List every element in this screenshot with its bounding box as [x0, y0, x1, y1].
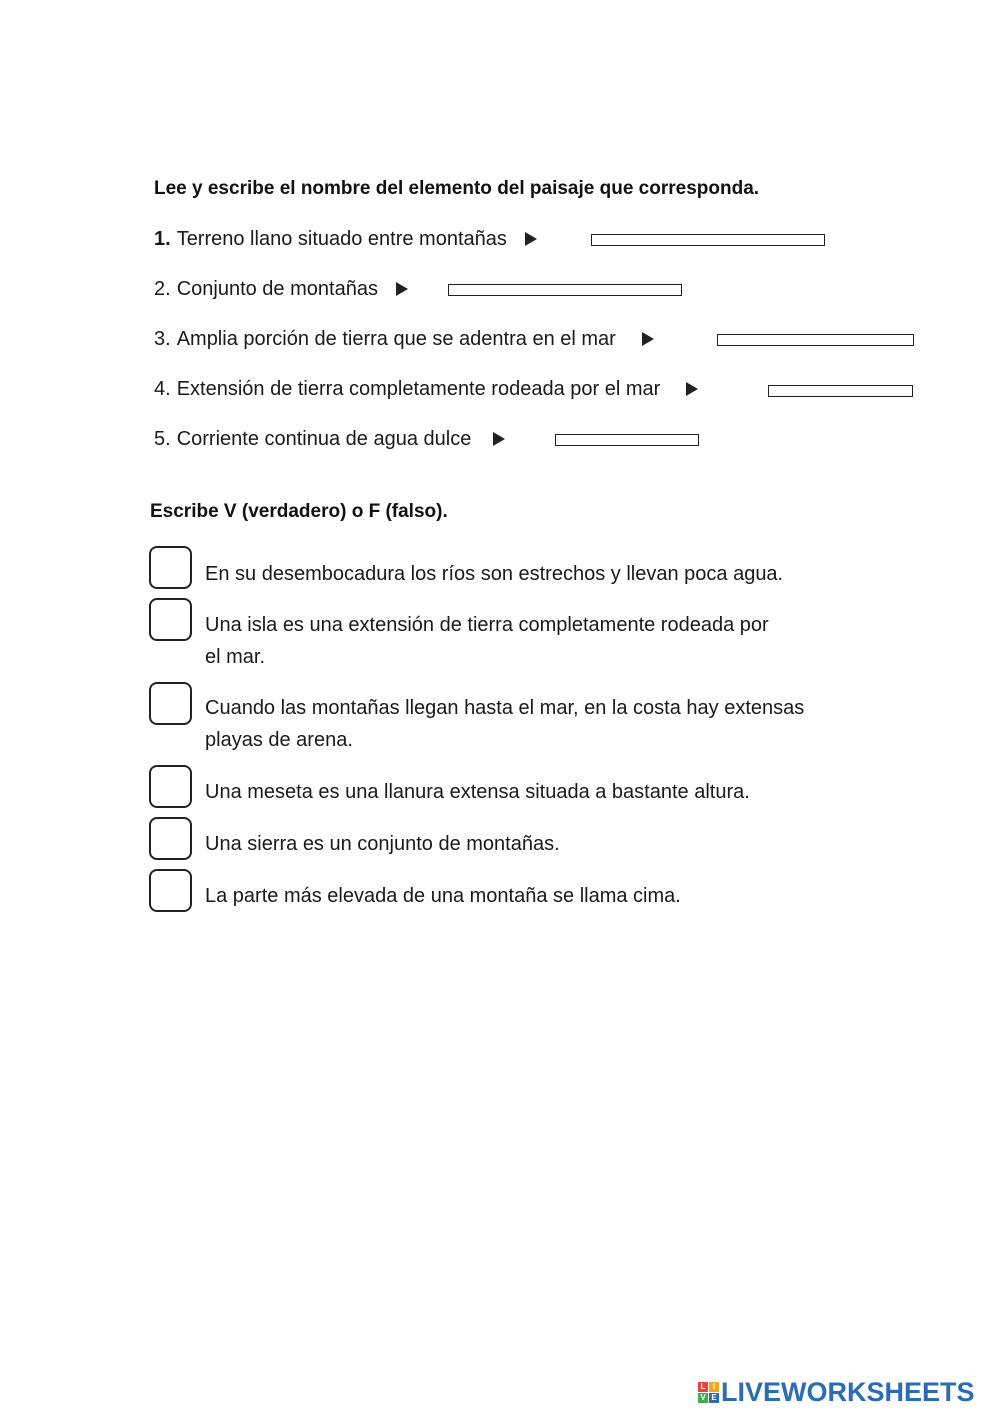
statement-line: el mar. [205, 646, 266, 668]
question-text: Extensión de tierra completamente rodeada por el mar [176, 377, 661, 400]
statement-line: Una meseta es una llanura extensa situada a bastante altura. [205, 781, 750, 803]
play-arrow-icon [525, 232, 537, 246]
true-false-checkbox-1[interactable] [149, 546, 192, 589]
answer-input-2[interactable] [448, 284, 682, 296]
statement-line: La parte más elevada de una montaña se llama cima. [205, 885, 681, 907]
statement-4 [205, 776, 885, 808]
statement-line: playas de arena. [205, 729, 353, 751]
question-text: Amplia porción de tierra que se adentra en el mar [176, 327, 616, 350]
statement-line: En su desembocadura los ríos son estrechos y llevan poca agua. [205, 563, 784, 585]
logo-mark-letter: L [698, 1382, 708, 1392]
play-arrow-icon [642, 332, 654, 346]
question-number: 1. [154, 227, 171, 250]
question-5 [154, 427, 505, 451]
statement-1 [205, 558, 885, 590]
answer-input-1[interactable] [591, 234, 825, 246]
question-3 [154, 327, 654, 351]
true-false-checkbox-2[interactable] [149, 598, 192, 641]
question-4 [154, 377, 698, 401]
section1-instruction: Lee y escribe el nombre del elemento del paisaje que corresponda. [154, 178, 760, 199]
true-false-checkbox-4[interactable] [149, 765, 192, 808]
answer-input-4[interactable] [768, 385, 913, 397]
answer-input-3[interactable] [717, 334, 914, 346]
true-false-checkbox-3[interactable] [149, 682, 192, 725]
true-false-checkbox-5[interactable] [149, 817, 192, 860]
logo-mark-letter: I [709, 1382, 719, 1392]
statement-line: Cuando las montañas llegan hasta el mar, en la costa hay extensas [205, 697, 805, 719]
answer-input-5[interactable] [555, 434, 699, 446]
question-number: 2. [154, 277, 171, 300]
statement-3 [205, 692, 885, 756]
question-number: 5. [154, 427, 171, 450]
play-arrow-icon [686, 382, 698, 396]
statement-line: Una isla es una extensión de tierra completamente rodeada por [205, 614, 769, 636]
section2-instruction: Escribe V (verdadero) o F (falso). [150, 501, 448, 522]
logo-mark-letter: V [698, 1393, 708, 1403]
liveworksheets-logo-icon [698, 1382, 719, 1403]
question-number: 4. [154, 377, 171, 400]
question-1 [154, 227, 537, 251]
logo-mark-letter: E [709, 1393, 719, 1403]
question-text: Terreno llano situado entre montañas [176, 227, 507, 250]
question-text: Conjunto de montañas [176, 277, 378, 300]
logo-text: LIVEWORKSHEETS [721, 1377, 975, 1407]
liveworksheets-logo [698, 1378, 975, 1406]
statement-line: Una sierra es un conjunto de montañas. [205, 833, 560, 855]
statement-6 [205, 880, 885, 912]
play-arrow-icon [396, 282, 408, 296]
question-number: 3. [154, 327, 171, 350]
play-arrow-icon [493, 432, 505, 446]
question-2 [154, 277, 408, 301]
question-text: Corriente continua de agua dulce [176, 427, 472, 450]
true-false-checkbox-6[interactable] [149, 869, 192, 912]
statement-2 [205, 609, 885, 673]
statement-5 [205, 828, 885, 860]
